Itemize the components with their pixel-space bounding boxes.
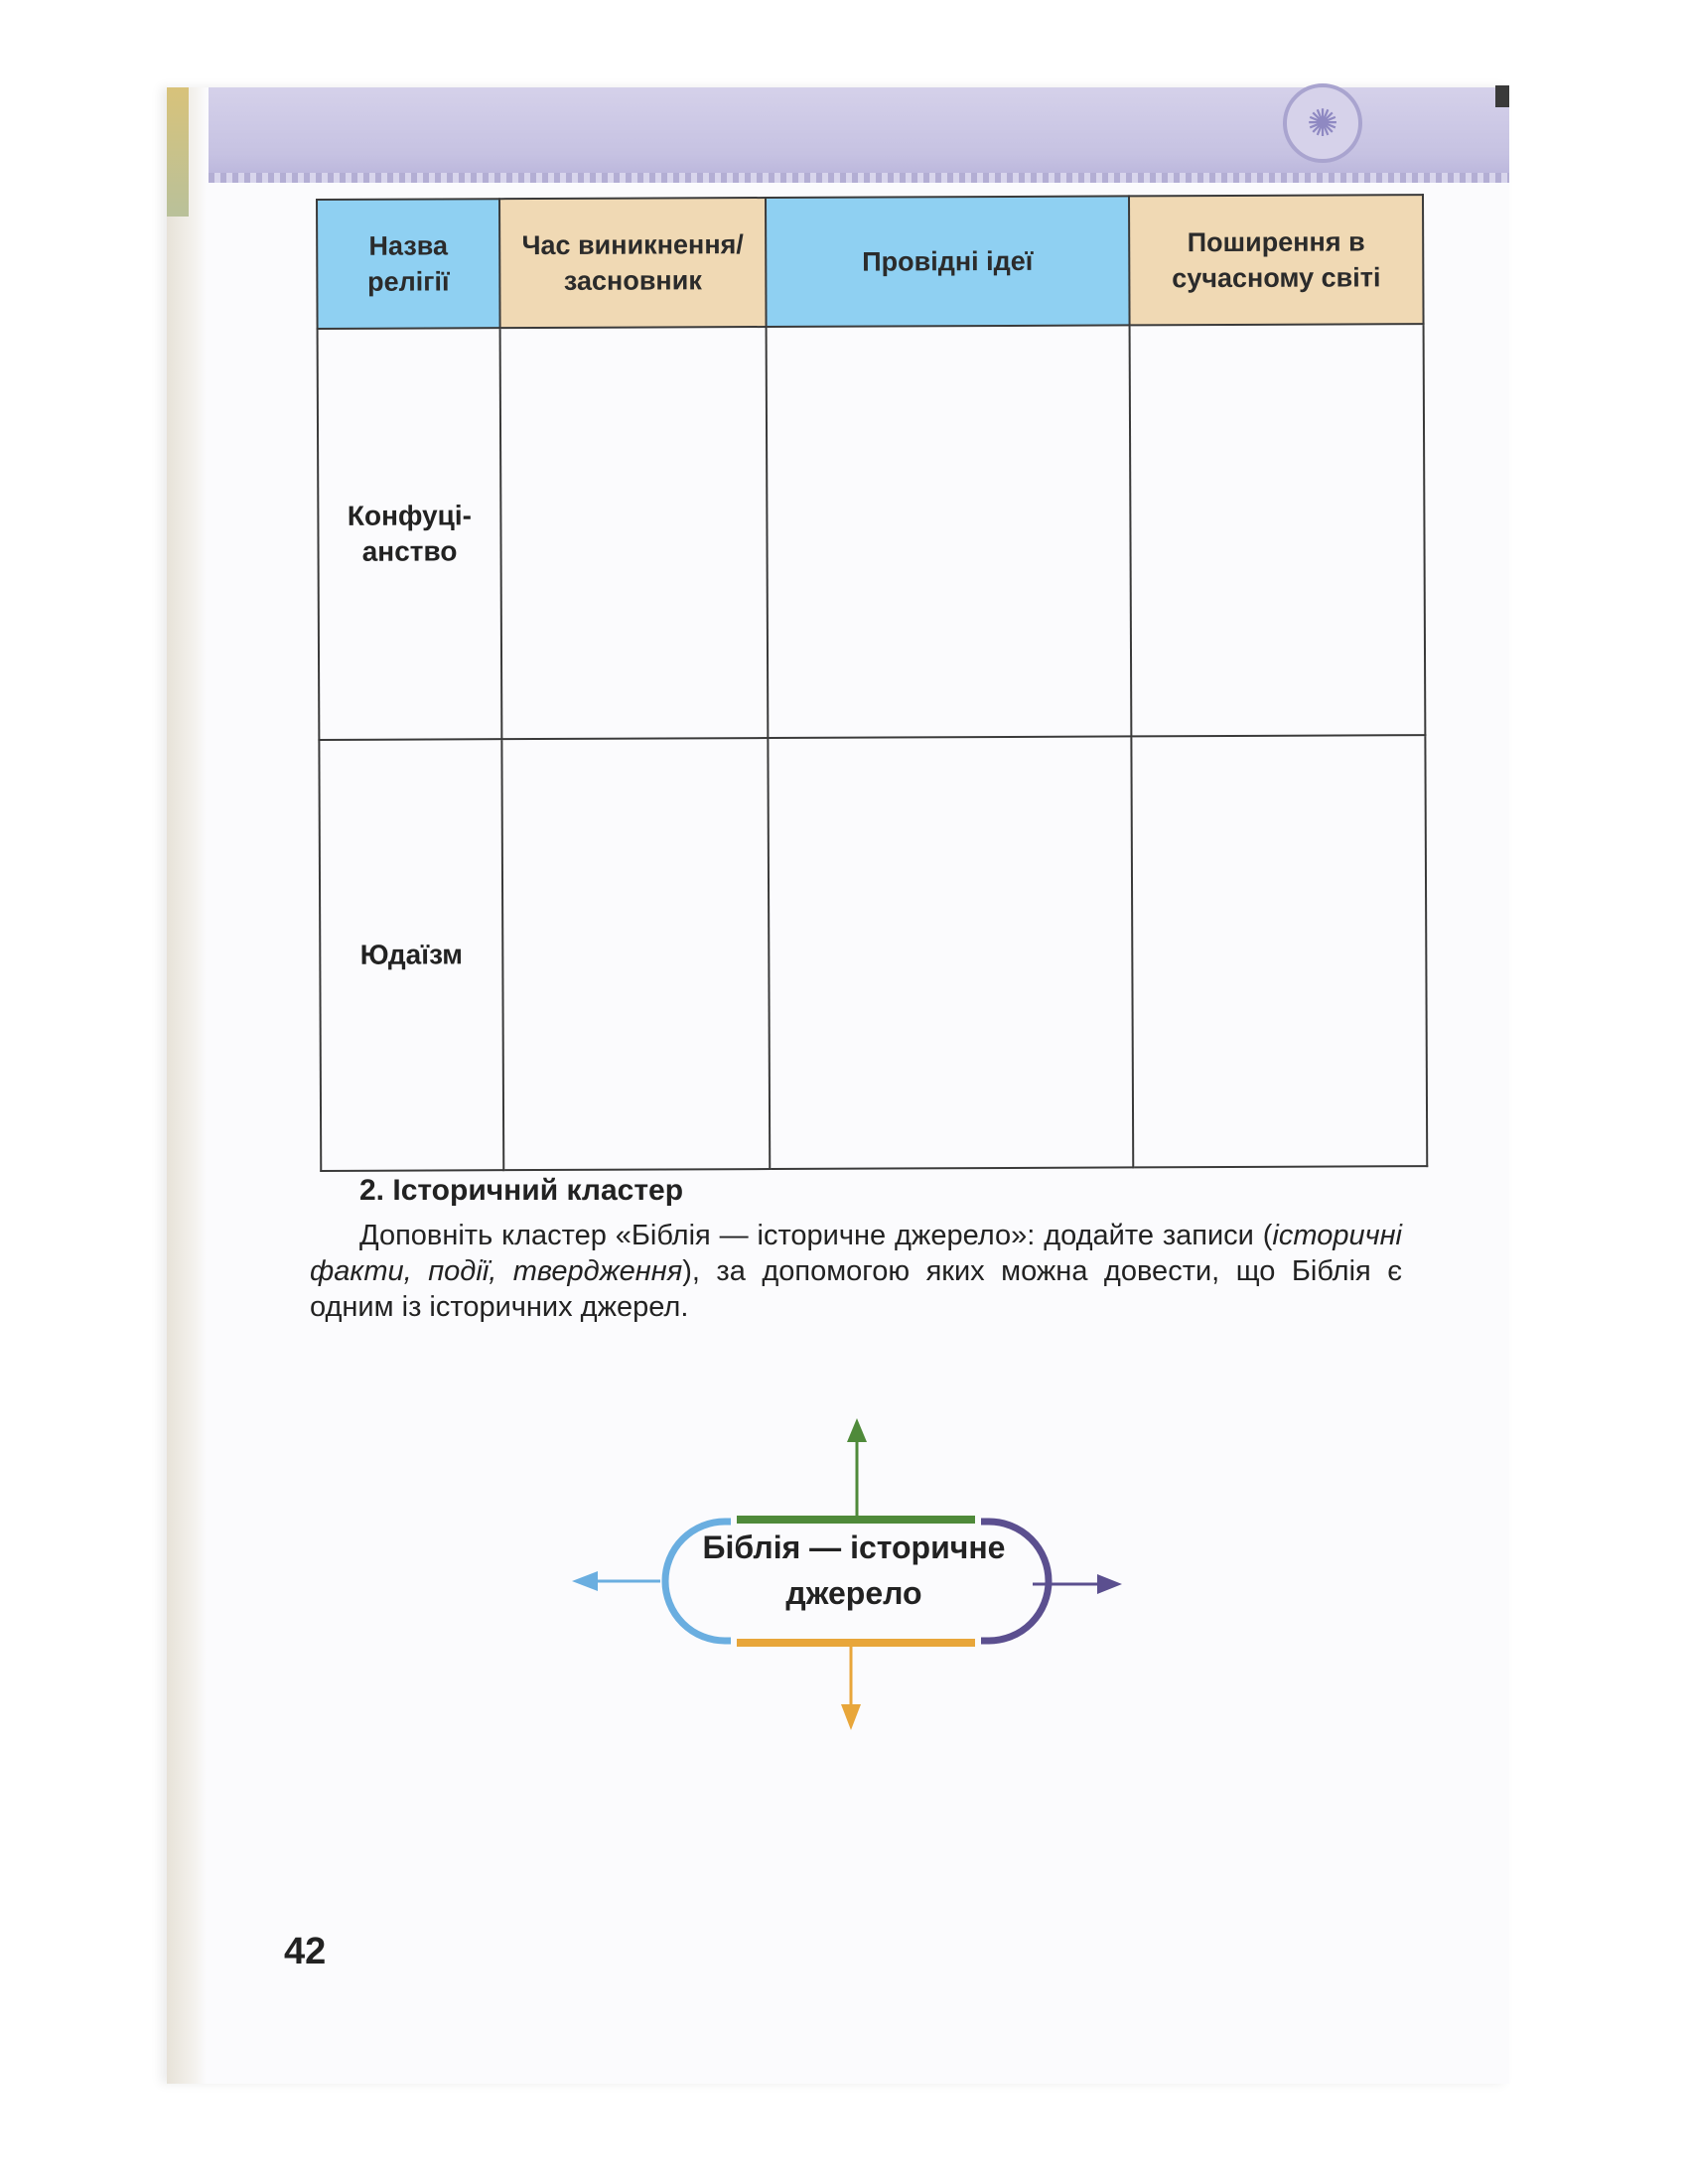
row-name-judaism: Юдаїзм bbox=[319, 739, 503, 1171]
task-text-end: ), за допомогою яких можна довести, що Біблія є одним із історичних джерел. bbox=[310, 1255, 1403, 1323]
table-row bbox=[318, 324, 1426, 740]
task-instructions bbox=[310, 1218, 1402, 1325]
row-name-confucianism: Конфуці- анство bbox=[318, 328, 502, 740]
answer-cell[interactable] bbox=[767, 325, 1132, 738]
header-spread-today: Поширення в сучасному світі bbox=[1129, 195, 1424, 325]
table-row bbox=[319, 735, 1427, 1171]
arrow-left-head bbox=[572, 1571, 598, 1591]
header-religion-name: Назва релігії bbox=[317, 199, 500, 329]
religions-table bbox=[316, 194, 1428, 1172]
section-title: 2. Історичний кластер bbox=[359, 1174, 684, 1207]
page-number: 42 bbox=[284, 1931, 327, 1972]
header-origin-founder: Час виникнення/ засновник bbox=[499, 198, 767, 328]
task-text-italic: історичні факти, події, твердження bbox=[310, 1220, 1402, 1287]
sun-emblem-icon: ✺ bbox=[1283, 83, 1362, 163]
page-spine bbox=[167, 87, 207, 2084]
spine-ribbon bbox=[167, 87, 189, 217]
table-header-row bbox=[317, 195, 1424, 329]
answer-cell[interactable] bbox=[501, 738, 770, 1170]
answer-cell[interactable] bbox=[1131, 735, 1427, 1167]
answer-cell[interactable] bbox=[1130, 324, 1426, 736]
arrow-right-head bbox=[1097, 1574, 1122, 1594]
cluster-center-label: Біблія — історичне джерело bbox=[702, 1529, 1006, 1611]
arrow-up-head bbox=[847, 1418, 867, 1442]
task-text-start: Доповніть кластер «Біблія — історичне джерело»: додайте записи ( bbox=[359, 1220, 1273, 1251]
header-main-ideas: Провідні ідеї bbox=[766, 196, 1130, 327]
answer-cell[interactable] bbox=[500, 327, 769, 739]
answer-cell[interactable] bbox=[768, 736, 1133, 1169]
arrow-down-head bbox=[841, 1704, 861, 1730]
page-corner bbox=[1495, 85, 1509, 107]
